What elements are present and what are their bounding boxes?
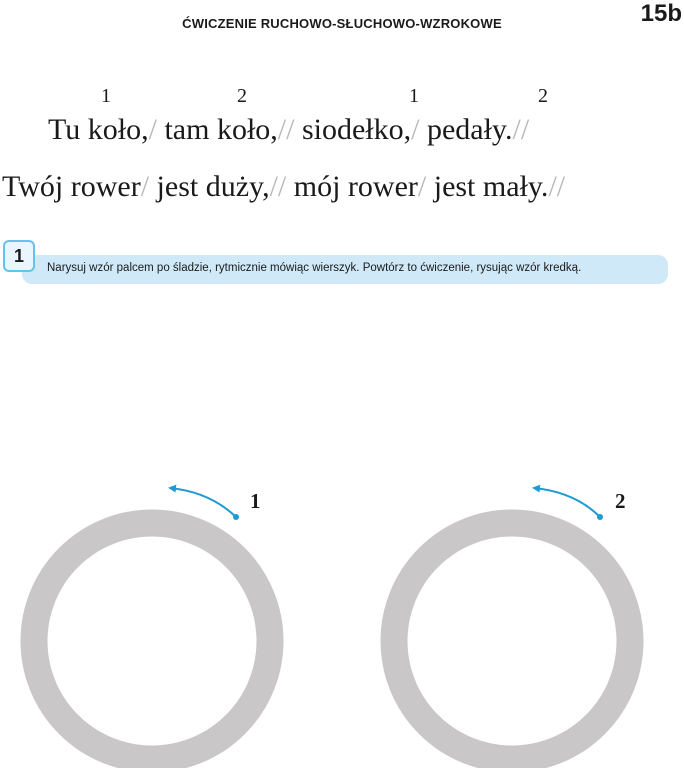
rhythm-slash: /	[417, 170, 427, 203]
rhythm-slash: //	[269, 170, 287, 203]
rhythm-slash: /	[140, 170, 150, 203]
trace-circle-2[interactable]	[394, 523, 630, 759]
beat-mark: 2	[538, 85, 548, 107]
poem-phrase: Tu koło,	[48, 113, 149, 146]
poem-phrase: jest mały.	[426, 170, 549, 203]
rhythm-slash: //	[548, 170, 566, 203]
poem-phrase: siodełko,	[294, 113, 412, 146]
trace-circle-1[interactable]	[34, 523, 270, 759]
page-title: ĆWICZENIE RUCHOWO-SŁUCHOWO-WZROKOWE	[182, 16, 502, 31]
beat-mark: 2	[237, 85, 247, 107]
poem-phrase: mój rower	[286, 170, 418, 203]
rhythm-slash: /	[411, 113, 420, 146]
task-number-badge: 1	[3, 240, 35, 272]
poem-line-1	[48, 113, 529, 147]
page-number: 15b	[640, 0, 682, 27]
beat-mark: 1	[409, 85, 419, 107]
poem-phrase: tam koło,	[156, 113, 278, 146]
task-instruction: Narysuj wzór palcem po śladzie, rytmicznie mówiąc wierszyk. Powtórz to ćwiczenie, rysując wzór kredką.	[47, 262, 582, 274]
poem-line-2	[2, 170, 565, 204]
poem-phrase: Twój rower	[2, 170, 141, 203]
rhythm-slash: //	[277, 113, 295, 146]
poem-phrase: jest duży,	[149, 170, 270, 203]
poem-phrase: pedały.	[419, 113, 513, 146]
beat-mark: 1	[101, 85, 111, 107]
rhythm-slash: /	[148, 113, 157, 146]
rhythm-slash: //	[512, 113, 530, 146]
circle-label-1: 1	[250, 489, 261, 513]
tracing-area[interactable]	[0, 470, 684, 768]
circle-label-2: 2	[615, 489, 626, 513]
